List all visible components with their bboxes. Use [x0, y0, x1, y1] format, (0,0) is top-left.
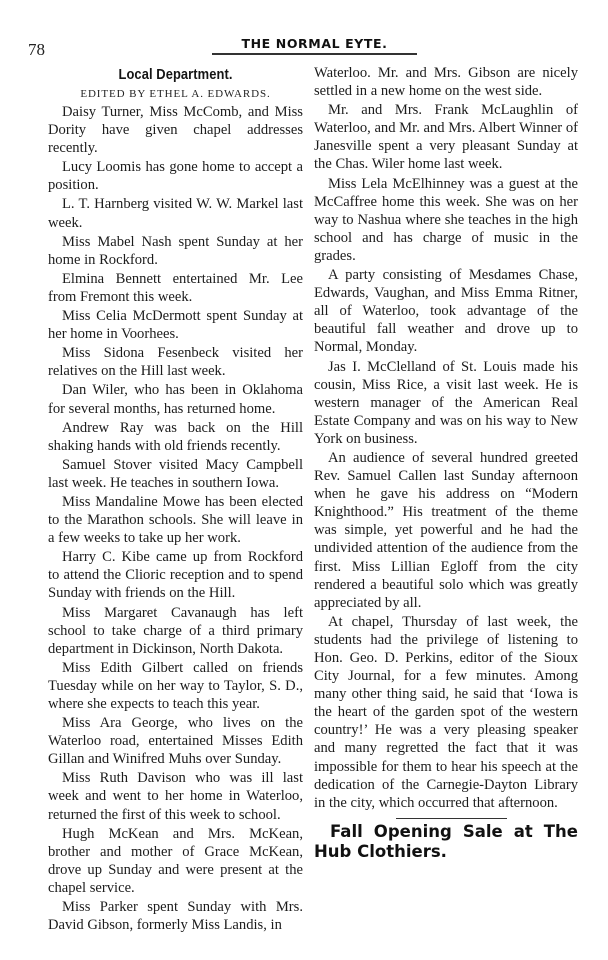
news-item: Miss Edith Gilbert called on friends Tuesday while on her way to Taylor, S. D., where she expects to teach this year.: [48, 659, 303, 712]
news-item: Miss Mandaline Mowe has been elected to the Marathon schools. She will leave in a few weeks to take up her work.: [48, 493, 303, 547]
continued-news-item: Waterloo. Mr. and Mrs. Gibson are nicely settled in a new home on the west side.: [314, 65, 578, 100]
news-item: Dan Wiler, who has been in Oklahoma for several months, has returned home.: [48, 382, 303, 417]
news-item: Miss Margaret Cavanaugh has left school to take charge of a third primary department in Dickinson, North Dakota.: [48, 604, 303, 657]
news-item: Daisy Turner, Miss McComb, and Miss Dority have given chapel addresses recently.: [48, 104, 303, 157]
news-item: Harry C. Kibe came up from Rockford to attend the Clioric reception and to spend Sunday with friends on the Hill.: [48, 549, 303, 602]
news-item: Mr. and Mrs. Frank McLaughlin of Waterloo, and Mr. and Mrs. Albert Winner of Janesville spent a very pleasant Sunday at the Chas. Wiler home last week.: [314, 102, 578, 173]
byline: EDITED BY ETHEL A. EDWARDS.: [80, 88, 271, 100]
ad-headline: Fall Opening Sale at The Hub Clothiers.: [314, 821, 578, 861]
news-item: L. T. Harnberg visited W. W. Markel last week.: [48, 196, 303, 231]
left-column: [48, 64, 303, 935]
news-item: Miss Ruth Davison who was ill last week and went to her home in Waterloo, returned the first of this week to school.: [48, 770, 303, 823]
news-item: Elmina Bennett entertained Mr. Lee from Fremont this week.: [48, 270, 303, 305]
news-item: Miss Sidona Fesenbeck visited her relatives on the Hill last week.: [48, 345, 303, 380]
news-item: Jas I. McClelland of St. Louis made his cousin, Miss Rice, a visit last week. He is western manager of the American Real Estate Company and was on his way to New York on business.: [314, 358, 578, 447]
news-item: Lucy Loomis has gone home to accept a position.: [48, 159, 303, 194]
news-item: Miss Parker spent Sunday with Mrs. David Gibson, formerly Miss Landis, in: [48, 899, 303, 934]
news-item: Miss Mabel Nash spent Sunday at her home in Rockford.: [48, 233, 303, 268]
running-head: THE NORMAL EYTE.: [212, 36, 417, 55]
news-item: An audience of several hundred greeted Rev. Samuel Callen last Sunday afternoon when he gave his address on “Modern Knighthood.” His treatment of the theme was simple, yet powerful and he had the undivided attention of the audience from the first. Miss Lillian Egloff from the city rendered a beautiful solo which was greatly appreciated by all.: [314, 449, 578, 611]
news-item: Miss Lela McElhinney was a guest at the McCaffree home this week. She was on her way to Nashua where she teaches in the high school and has charge of music in the grades.: [314, 175, 578, 264]
news-item: A party consisting of Mesdames Chase, Edwards, Vaughan, and Miss Emma Ritner, all of Waterloo, took advantage of the beautiful fall weather and drove up to Normal, Monday.: [314, 267, 578, 356]
right-column: [314, 64, 578, 862]
news-item: Samuel Stover visited Macy Campbell last week. He teaches in southern Iowa.: [48, 456, 303, 491]
news-item: Miss Ara George, who lives on the Waterloo road, entertained Misses Edith Gillan and Winifred Muhs over Sunday.: [48, 715, 303, 768]
news-item: Andrew Ray was back on the Hill shaking hands with old friends recently.: [48, 419, 303, 454]
news-item: Hugh McKean and Mrs. McKean, brother and mother of Grace McKean, drove up Sunday and were present at the chapel service.: [48, 825, 303, 896]
news-item: At chapel, Thursday of last week, the students had the privilege of listening to Hon. Geo. D. Perkins, editor of the Sioux City Journal, for a few minutes. Among many other thing said, he said that ‘Iowa is the heart of the garden spot of the western country!’ He was a very pleasing speaker and many regretted the fact that it was impossible for them to hear his speech at the dedication of the Carnegie-Dayton Library in the city, which occurred that afternoon.: [314, 613, 578, 811]
section-divider: [396, 818, 507, 819]
news-item: Miss Celia McDermott spent Sunday at her home in Voorhees.: [48, 308, 303, 343]
page-number: 78: [28, 40, 45, 59]
section-title: Local Department.: [118, 66, 233, 83]
